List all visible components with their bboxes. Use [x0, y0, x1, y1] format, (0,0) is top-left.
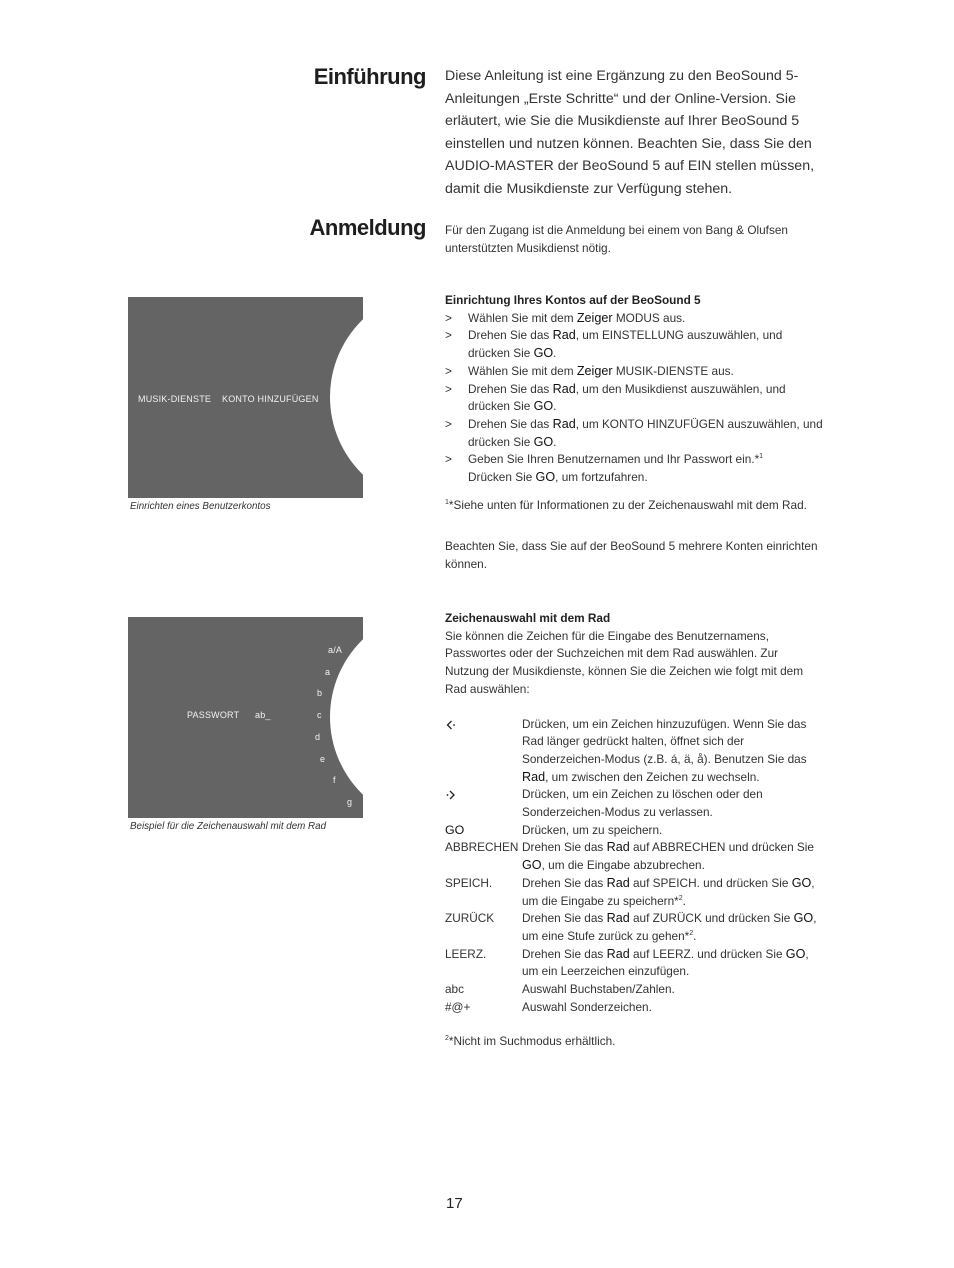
step-item: > Drehen Sie das Rad, um EINSTELLUNG auszuwählen, und drücken Sie GO. [445, 328, 783, 361]
wheel-char: d [315, 732, 321, 742]
password-entry-screen [128, 617, 363, 818]
page-number: 17 [446, 1195, 463, 1212]
panel1-caption: Einrichten eines Benutzerkontos [130, 501, 271, 512]
account-footnote: $^1$*Siehe unten für Informationen zu der Zeichenauswahl mit dem Rad. [445, 497, 807, 512]
wheel-char: a/A [328, 645, 343, 655]
menu-label-add-account: KONTO HINZUFÜGEN [222, 394, 319, 404]
wheel-char: e [320, 754, 326, 764]
wheel-char-selected: c [317, 710, 322, 720]
chars-footnote: $^2$*Nicht im Suchmodus erhältlich. [445, 1034, 616, 1049]
wheel-char: g [347, 797, 353, 807]
delete-char-icon [445, 786, 522, 821]
table-row: ZURÜCK Drehen Sie das Rad auf ZURÜCK und drücken Sie GO, um eine Stufe zurück zu gehen*$^2$. [445, 910, 820, 945]
table-row: Drücken, um ein Zeichen zu löschen oder den Sonderzeichen-Modus zu verlassen. [445, 786, 820, 821]
account-setup-title: Einrichtung Ihres Kontos auf der BeoSound 5 [445, 293, 701, 307]
account-steps [445, 310, 825, 487]
abort-key: ABBRECHEN [445, 840, 519, 855]
wheel-char: b [317, 688, 323, 698]
wheel-char: a [325, 667, 331, 677]
login-text: Für den Zugang ist die Anmeldung bei einem von Bang & Olufsen unterstützten Musikdienst nötig. [445, 223, 788, 255]
table-row: ABBRECHEN Drehen Sie das Rad auf ABBRECHEN und drücken Sie GO, um die Eingabe abzubrechen. [445, 839, 820, 874]
table-row: GO Drücken, um zu speichern. [445, 822, 663, 837]
save-key: SPEICH. [445, 875, 493, 890]
step-item: > Wählen Sie mit dem Zeiger MUSIK-DIENSTE aus. [445, 363, 734, 378]
space-key: LEERZ. [445, 946, 487, 961]
wheel-char: f [333, 775, 336, 785]
music-services-screen [128, 297, 363, 498]
password-input-value: ab_ [255, 710, 271, 720]
step-item: > Wählen Sie mit dem Zeiger MODUS aus. [445, 310, 686, 325]
add-char-icon [445, 716, 522, 787]
go-key: GO [445, 822, 465, 837]
account-setup-section [445, 292, 825, 574]
char-selection-section [445, 610, 825, 1051]
menu-label-music-services: MUSIK-DIENSTE [138, 394, 212, 404]
intro-heading: Einführung [313, 64, 426, 89]
table-row: SPEICH. Drehen Sie das Rad auf SPEICH. und drücken Sie GO, um die Eingabe zu speichern*$^2$. [445, 875, 820, 910]
table-row: LEERZ. Drehen Sie das Rad auf LEERZ. und drücken Sie GO, um ein Leerzeichen einzufügen. [445, 946, 820, 981]
step-item: > Geben Sie Ihren Benutzernamen und Ihr Passwort ein.*$^1$ Drücken Sie GO, um fortzufahren. [445, 452, 764, 485]
char-selection-title: Zeichenauswahl mit dem Rad [445, 611, 611, 625]
symbols-key: #@+ [445, 999, 471, 1014]
table-row: abc Auswahl Buchstaben/Zahlen. [445, 981, 820, 999]
char-selection-text: Sie können die Zeichen für die Eingabe des Benutzernamens, Passwortes oder der Suchzeichen mit dem Rad auswählen. Zur Nutzung der Musikdienste, können Sie die Zeichen wie folgt mit dem Rad auswählen: [445, 628, 804, 696]
step-item: > Drehen Sie das Rad, um KONTO HINZUFÜGEN auszuwählen, und drücken Sie GO. [445, 416, 823, 449]
back-key: ZURÜCK [445, 911, 495, 926]
panel2-caption: Beispiel für die Zeichenauswahl mit dem Rad [130, 821, 327, 832]
account-note: Beachten Sie, dass Sie auf der BeoSound 5 mehrere Konten einrichten können. [445, 539, 818, 572]
intro-text: Diese Anleitung ist eine Ergänzung zu den BeoSound 5-Anleitungen „Erste Schritte“ und der Online-Version. Sie erläutert, wie Sie die Musikdienste auf Ihrer BeoSound 5 einstellen und nutzen können. Beachten Sie, dass Sie den AUDIO-MASTER der BeoSound 5 auf EIN stellen müssen, damit die Musikdienste zur Verfügung stehen. [445, 68, 815, 197]
char-key-table [445, 716, 820, 1017]
password-label: PASSWORT [187, 710, 240, 720]
step-item: > Drehen Sie das Rad, um den Musikdienst auszuwählen, und drücken Sie GO. [445, 381, 786, 414]
abc-key: abc [445, 982, 465, 997]
table-row: Drücken, um ein Zeichen hinzuzufügen. Wenn Sie das Rad länger gedrückt halten, öffnet sich der Sonderzeichen-Modus (z.B. á, ä, å). Benutzen Sie das Rad, um zwischen den Zeichen zu wechseln. [445, 716, 820, 787]
login-heading: Anmeldung [309, 215, 426, 240]
table-row: #@+ Auswahl Sonderzeichen. [445, 999, 820, 1017]
